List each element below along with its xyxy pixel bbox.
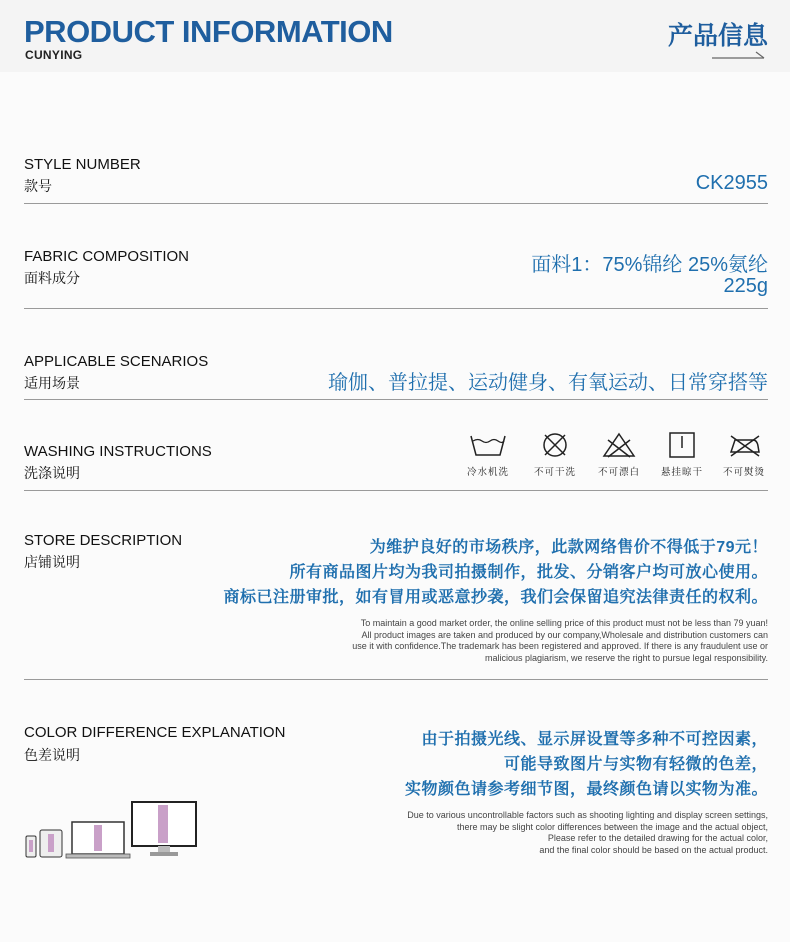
store-text-en-3: use it with confidence.The trademark has been registered and approved. If there is any fraudulent use or (352, 641, 768, 651)
color-text-cn-1: 由于拍摄光线、显示屏设置等多种不可控因素， (421, 731, 768, 748)
divider (24, 308, 768, 309)
store-label-cn: 店铺说明 (24, 554, 80, 570)
laptop-icon (66, 822, 130, 858)
style-number-label: STYLE NUMBER (24, 156, 141, 173)
store-text-en (248, 618, 768, 664)
header-banner (0, 0, 790, 72)
wash-label: 不可熨烫 (722, 467, 765, 478)
color-text-en-2: there may be slight color differences between the image and the actual object, (456, 821, 768, 832)
color-label: COLOR DIFFERENCE EXPLANATION (24, 724, 286, 741)
divider (24, 679, 768, 680)
scenarios-value: 瑜伽、普拉提、运动健身、有氧运动、日常穿搭等 (328, 372, 768, 394)
divider (24, 399, 768, 400)
wash-item (656, 432, 708, 478)
color-text-en-3: Please refer to the detailed drawing for the actual color, (547, 833, 768, 843)
arrow-right-icon (712, 50, 766, 60)
page-title: PRODUCT INFORMATION (24, 14, 393, 49)
washing-label: WASHING INSTRUCTIONS (24, 443, 212, 460)
scenarios-label-cn: 适用场景 (24, 375, 80, 391)
color-text-en-1: Due to various uncontrollable factors such as shooting lighting and display screen settings, (407, 810, 768, 820)
wash-item (593, 432, 645, 478)
scenarios-label: APPLICABLE SCENARIOS (24, 353, 209, 370)
divider (24, 203, 768, 204)
cold-wash-icon (469, 432, 507, 458)
style-number-label-cn: 款号 (24, 178, 52, 194)
phone-icon (26, 836, 36, 857)
store-text-cn-3: 商标已注册审批，如有冒用或恶意抄袭，我们会保留追究法律责任的权利。 (223, 589, 768, 606)
store-text-cn-1: 为维护良好的市场秩序，此款网络售价不得低于79元！ (369, 539, 768, 556)
store-text-en-4: malicious plagiarism, we reserve the right to pursue legal responsibility. (485, 652, 768, 663)
no-dry-clean-icon (540, 432, 570, 458)
wash-label: 冷水机洗 (466, 467, 509, 478)
color-label-cn: 色差说明 (24, 747, 80, 763)
devices-illustration (24, 800, 200, 860)
color-text-cn-2: 可能导致图片与实物有轻微的色差， (503, 756, 768, 773)
color-text-en (248, 810, 768, 856)
wash-item (462, 432, 514, 478)
store-label: STORE DESCRIPTION (24, 532, 183, 549)
fabric-label: FABRIC COMPOSITION (24, 248, 190, 265)
wash-label: 悬挂晾干 (660, 467, 703, 478)
no-iron-icon (727, 432, 761, 458)
monitor-icon (132, 802, 196, 856)
washing-label-cn: 洗涤说明 (24, 465, 80, 481)
color-text-cn-3: 实物颜色请参考细节图，最终颜色请以实物为准。 (404, 781, 768, 798)
no-bleach-icon (602, 432, 636, 458)
brand-name: CUNYING (25, 48, 83, 62)
divider (24, 490, 768, 491)
store-text-cn-2: 所有商品图片均为我司拍摄制作，批发、分销客户均可放心使用。 (289, 564, 768, 581)
wash-label: 不可漂白 (597, 467, 640, 478)
page-title-cn: 产品信息 (667, 22, 768, 50)
fabric-weight: 225g (723, 275, 768, 297)
fabric-value: 面料1：75%锦纶 25%氨纶 (531, 254, 768, 276)
style-number-value: CK2955 (695, 172, 768, 194)
hang-dry-icon (668, 432, 696, 458)
wash-label: 不可干洗 (533, 467, 576, 478)
store-text-en-2: All product images are taken and produced by our company,Wholesale and distribution customers can (361, 629, 768, 640)
store-text-en-1: To maintain a good market order, the online selling price of this product must not be less than 79 yuan! (360, 618, 768, 628)
fabric-label-cn: 面料成分 (24, 270, 80, 286)
color-text-en-4: and the final color should be based on the actual product. (539, 844, 768, 855)
wash-item (718, 432, 770, 478)
wash-item (529, 432, 581, 478)
tablet-icon (40, 830, 62, 857)
